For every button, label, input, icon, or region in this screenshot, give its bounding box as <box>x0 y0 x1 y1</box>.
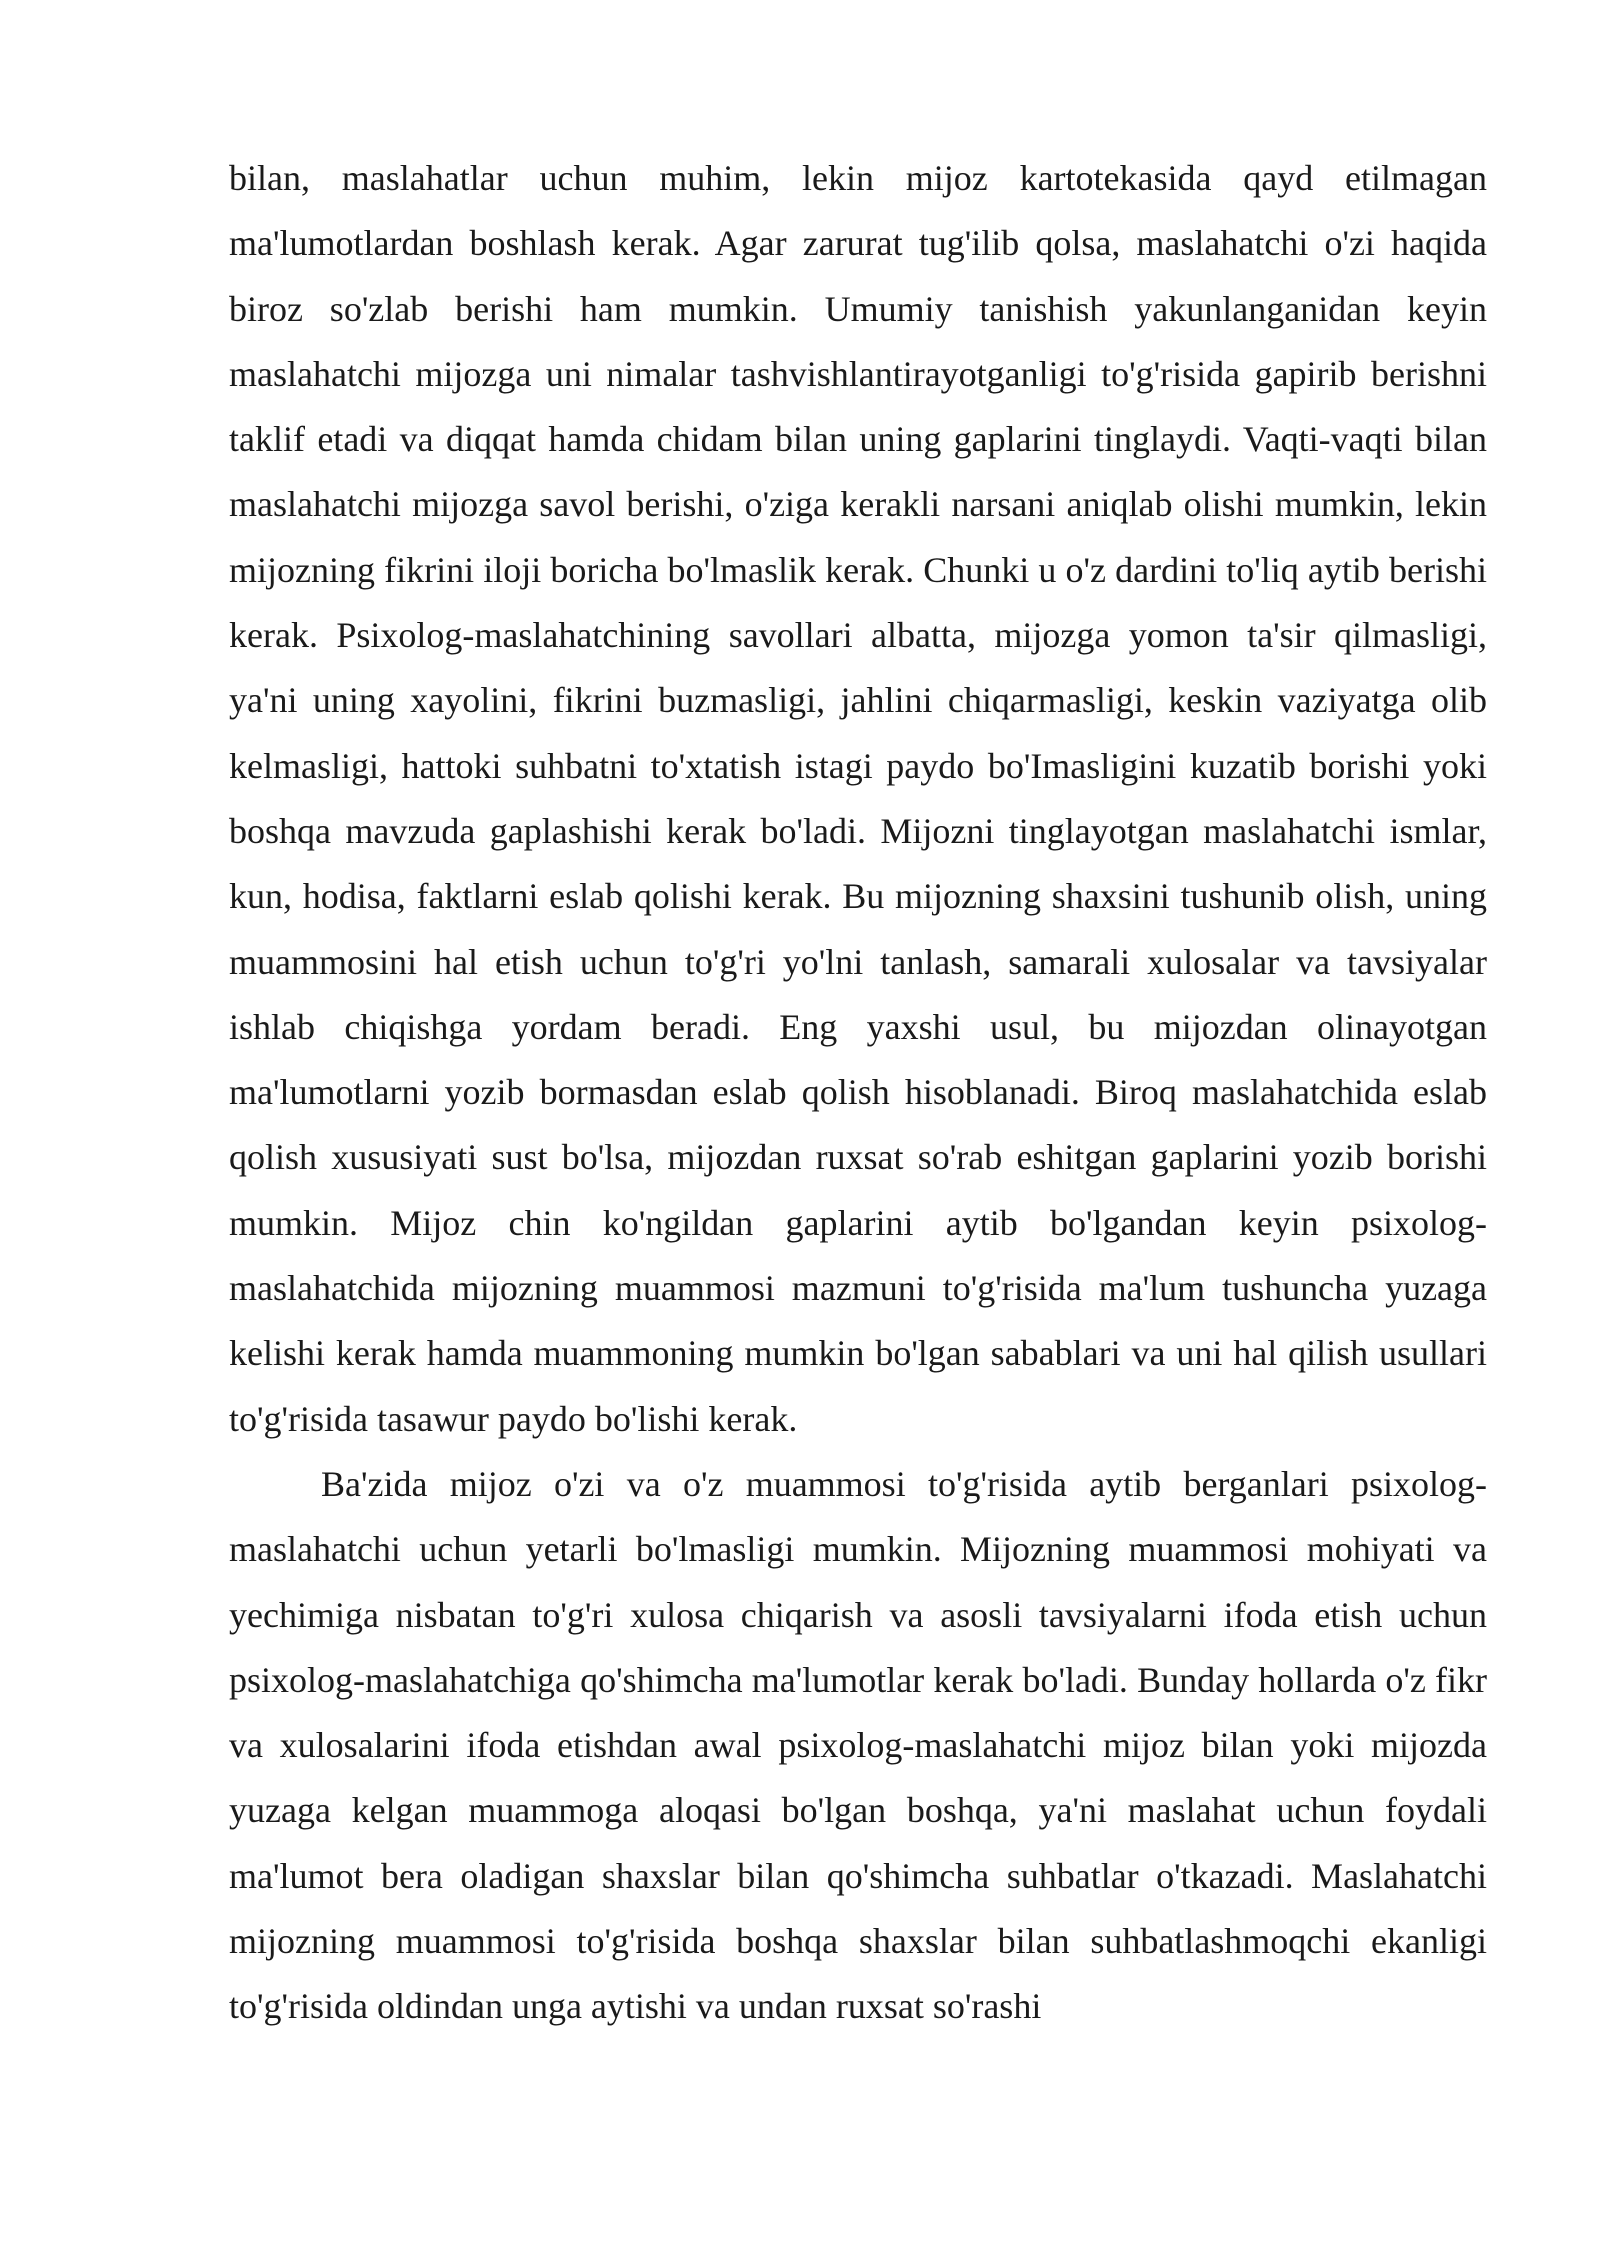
paragraph: Ba'zida mijoz o'zi va o'z muammosi to'g'risida aytib berganlari psixolog-maslahatchi uchun yetarli bo'lmasligi mumkin. Mijozning muammosi mohiyati va yechimiga nisbatan to'g'ri xulosa chiqarish va asosli tavsiyalarni ifoda etish uchun psixolog-maslahatchiga qo'shimcha ma'lumotlar kerak bo'ladi. Bunday hollarda o'z fikr va xulosalarini ifoda etishdan awal psixolog-maslahatchi mijoz bilan yoki mijozda yuzaga kelgan muammoga aloqasi bo'lgan boshqa, ya'ni maslahat uchun foydali ma'lumot bera oladigan shaxslar bilan qo'shimcha suhbatlar o'tkazadi. Maslahatchi mijozning muammosi to'g'risida boshqa shaxslar bilan suhbatlashmoqchi ekanligi to'g'risida oldindan unga aytishi va undan ruxsat so'rashi <box>229 1463 1487 2027</box>
paragraph-continuation: bilan, maslahatlar uchun muhim, lekin mijoz kartotekasida qayd etilmagan ma'lumotlardan boshlash kerak. Agar zarurat tug'ilib qolsa, maslahatchi o'zi haqida biroz so'zlab berishi ham mumkin. Umumiy tanishish yakunlanganidan keyin maslahatchi mijozga uni nimalar tashvishlantirayotganligi to'g'risida gapirib berishni taklif etadi va diqqat hamda chidam bilan uning gaplarini tinglaydi. Vaqti-vaqti bilan maslahatchi mijozga savol berishi, o'ziga kerakli narsani aniqlab olishi mumkin, lekin mijozning fikrini iloji boricha bo'lmaslik kerak. Chunki u o'z dardini to'liq aytib berishi kerak. Psixolog-maslahatchining savollari albatta, mijozga yomon ta'sir qilmasligi, ya'ni uning xayolini, fikrini buzmasligi, jahlini chiqarmasligi, keskin vaziyatga olib kelmasligi, hattoki suhbatni to'xtatish istagi paydo bo'Imasligini kuzatib borishi yoki boshqa mavzuda gaplashishi kerak bo'ladi. Mijozni tinglayotgan maslahatchi ismlar, kun, hodisa, faktlarni eslab qolishi kerak. Bu mijozning shaxsini tushunib olish, uning muammosini hal etish uchun to'g'ri yo'lni tanlash, samarali xulosalar va tavsiyalar ishlab chiqishga yordam beradi. Eng yaxshi usul, bu mijozdan olinayotgan ma'lumotlarni yozib bormasdan eslab qolish hisoblanadi. Biroq maslahatchida eslab qolish xususiyati sust bo'lsa, mijozdan ruxsat so'rab eshitgan gaplarini yozib borishi mumkin. Mijoz chin ko'ngildan gaplarini aytib bo'lgandan keyin psixolog-maslahatchida mijozning muammosi mazmuni to'g'risida ma'lum tushuncha yuzaga kelishi kerak hamda muammoning mumkin bo'lgan sabablari va uni hal qilish usullari to'g'risida tasawur paydo bo'lishi kerak. <box>229 158 1487 1439</box>
body-text <box>229 146 1487 2040</box>
